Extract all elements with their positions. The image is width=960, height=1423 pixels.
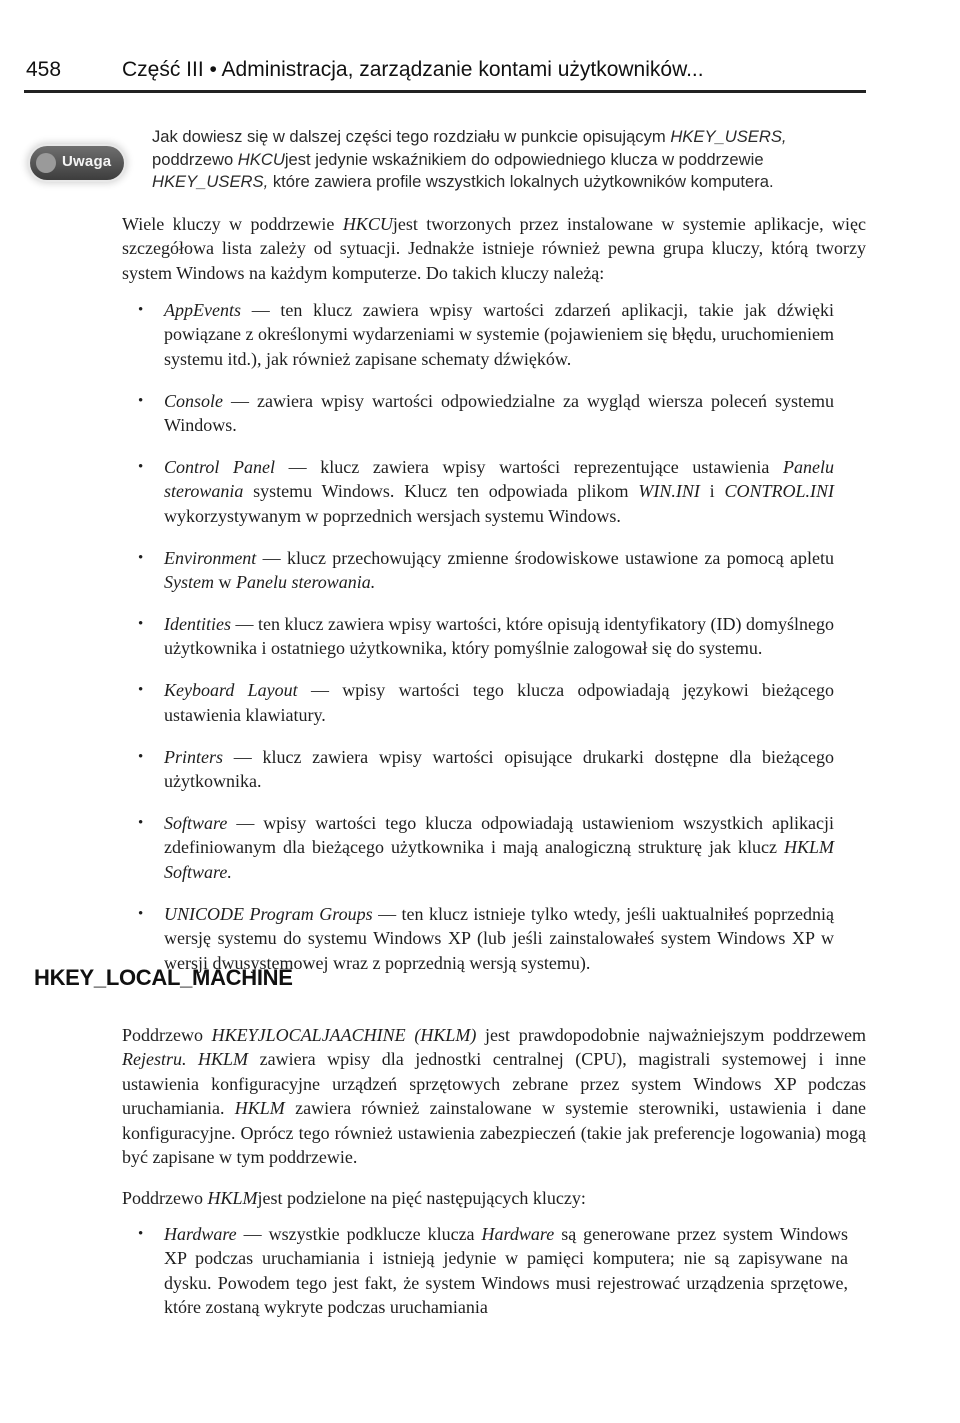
hklm-key-list [128,1222,848,1336]
hklm-paragraph: Poddrzewo HKEYJLOCALJAACHINE (HKLM) jest prawdopodobnie najważniejszym poddrzewem Rejestru. HKLM zawiera wpisy dla jednostki centralnej (CPU), magistrali systemowej i inne ustawienia konfiguracyjne urządzeń sprzętowych zebrane przez system Windows XP podczas uruchamiania. HKLM zawiera również zainstalowane w systemie sterowniki, ustawienia i dane konfiguracyjne. Oprócz tego również ustawienia zabezpieczeń (takie jak preferencje logowania) mogą być zapisane w tym poddrzewie. [122,1025,866,1168]
section-heading: HKEY_LOCAL_MACHINE [34,965,293,990]
hkcu-key-list [128,298,834,992]
hklm-subkeys-intro: Poddrzewo HKLMjest podzielone na pięć następujących kluczy: [122,1188,586,1208]
list-item: • Control Panel — klucz zawiera wpisy wartości reprezentujące ustawienia Panelu sterowania systemu Windows. Klucz ten odpowiada plikom WIN.INI i CONTROL.INI wykorzystywanym w poprzednich wersjach systemu Windows. [128,455,834,528]
running-header [26,58,866,82]
note-badge [30,146,124,180]
list-item: • Printers — klucz zawiera wpisy wartości opisujące drukarki dostępne dla bieżącego użytkownika. [128,745,834,794]
list-item: • Software — wpisy wartości tego klucza odpowiadają ustawieniom wszystkich aplikacji zdefiniowanym dla bieżącego użytkownika i mają analogiczną strukturę jak klucz HKLM Software. [128,811,834,884]
list-item: • Console — zawiera wpisy wartości odpowiedzialne za wygląd wiersza poleceń systemu Windows. [128,389,834,438]
list-item: • AppEvents — ten klucz zawiera wpisy wartości zdarzeń aplikacji, takie jak dźwięki powiązane z określonymi wydarzeniami w systemie (pojawieniem się błędu, uruchomieniem systemu itd.), jak również zapisane schematy dźwięków. [128,298,834,371]
page-number: 458 [26,58,62,81]
chapter-title: Część III • Administracja, zarządzanie kontami użytkowników... [122,58,704,81]
list-item: • Hardware — wszystkie podklucze klucza Hardware są generowane przez system Windows XP podczas uruchamiania i istnieją jedynie w pamięci komputera; nie są zapisywane na dysku. Powodem tego jest fakt, że system Windows musi rejestrować urządzenia sprzętowe, które zostaną wykryte podczas uruchamiania [128,1222,848,1320]
list-item: • Identities — ten klucz zawiera wpisy wartości, które opisują identyfikatory (ID) domyślnego użytkownika i ostatniego użytkownika, który pomyślnie zalogował się do systemu. [128,612,834,661]
list-item: • Environment — klucz przechowujący zmienne środowiskowe ustawione za pomocą apletu System w Panelu sterowania. [128,546,834,595]
note-badge-label: Uwaga [62,153,112,170]
note-text: Jak dowiesz się w dalszej części tego rozdziału w punkcie opisującym HKEY_USERS, poddrzewo HKCUjest jedynie wskaźnikiem do odpowiedniego klucza w poddrzewie HKEY_USERS, które zawiera profile wszystkich lokalnych użytkowników komputera. [152,127,787,191]
header-rule [24,90,866,93]
intro-paragraph: Wiele kluczy w poddrzewie HKCUjest tworzonych przez instalowane w systemie aplikacje, więc szczegółowa lista zależy od sytuacji. Jednakże istnieje również pewna grupa kluczy, którą tworzy system Windows na każdym komputerze. Do takich kluczy należą: [122,214,866,283]
note-icon [36,153,56,173]
list-item: • Keyboard Layout — wpisy wartości tego klucza odpowiadają językowi bieżącego ustawienia klawiatury. [128,678,834,727]
list-item: • UNICODE Program Groups — ten klucz istnieje tylko wtedy, jeśli uaktualniłeś poprzednią wersję systemu do systemu Windows XP (lub jeśli zainstalowałeś system Windows XP w wersji dwusystemowej wraz z poprzednią wersją systemu). [128,902,834,975]
